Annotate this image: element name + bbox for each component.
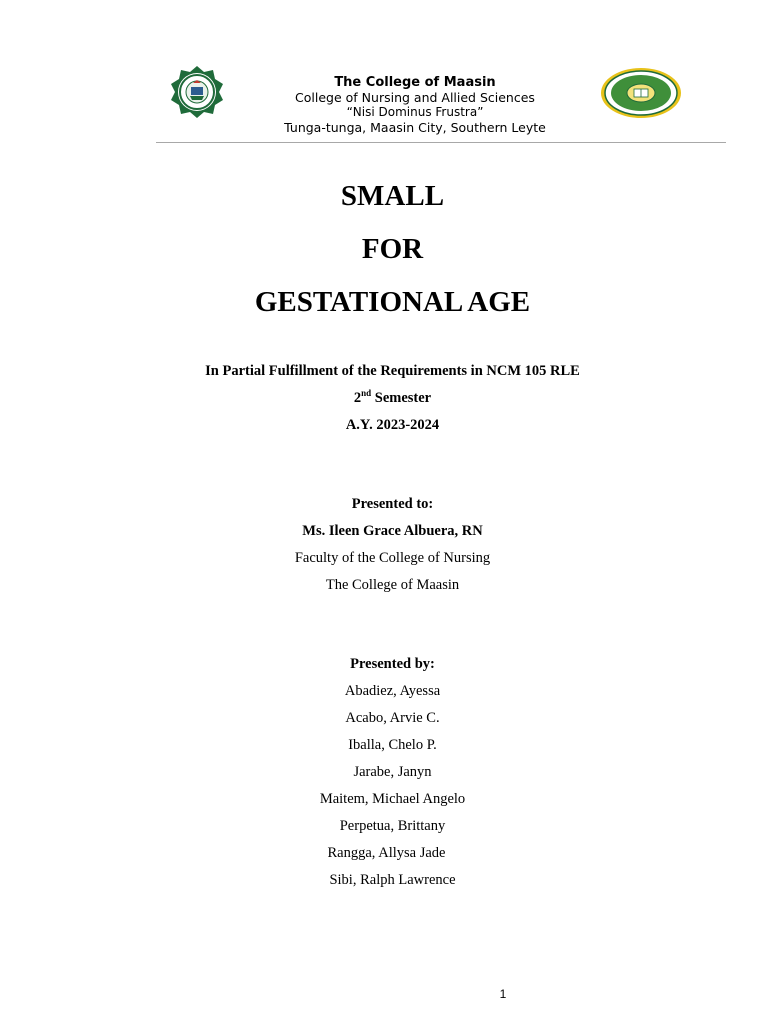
- header-divider: [156, 142, 726, 143]
- presented-to-heading: Presented to:: [351, 496, 434, 512]
- member-name: Sibi, Ralph Lawrence: [329, 872, 456, 888]
- member-name: Rangga, Allysa Jade: [327, 845, 446, 861]
- semester-word: Semester: [371, 390, 432, 406]
- college-of-nursing-seal-icon: [155, 64, 239, 120]
- department-name: College of Nursing and Allied Sciences: [295, 90, 535, 105]
- college-motto: “Nisi Dominus Frustra”: [346, 105, 484, 119]
- member-name: Maitem, Michael Angelo: [319, 791, 466, 807]
- semester-line: [0, 385, 768, 412]
- instructor-institution: The College of Maasin: [325, 577, 460, 593]
- member-name: Abadiez, Ayessa: [344, 683, 441, 699]
- college-name: The College of Maasin: [334, 75, 496, 90]
- title-line-3: GESTATIONAL AGE: [254, 286, 531, 318]
- member-name: Perpetua, Brittany: [339, 818, 446, 834]
- fulfillment-statement: In Partial Fulfillment of the Requirements in NCM 105 RLE: [205, 363, 580, 379]
- instructor-position: Faculty of the College of Nursing: [294, 550, 491, 566]
- letterhead: [155, 64, 727, 135]
- member-name: Acabo, Arvie C.: [345, 710, 440, 726]
- college-info: [247, 75, 583, 135]
- member-name: Iballa, Chelo P.: [348, 737, 437, 753]
- member-name: Jarabe, Janyn: [353, 764, 432, 780]
- academic-year: A.Y. 2023-2024: [345, 417, 440, 433]
- semester-number: 2: [353, 390, 362, 406]
- requirements-block: [0, 358, 768, 439]
- college-of-maasin-seal-icon: [599, 66, 683, 120]
- page-number: 1: [499, 987, 507, 1001]
- title-line-1: SMALL: [340, 180, 445, 212]
- presented-to-block: [0, 491, 768, 599]
- presented-by-block: [0, 651, 768, 894]
- semester-suffix: nd: [361, 388, 372, 398]
- instructor-name: Ms. Ileen Grace Albuera, RN: [302, 523, 483, 539]
- title-line-2: FOR: [361, 233, 424, 265]
- document-title: [0, 176, 768, 335]
- college-address: Tunga-tunga, Maasin City, Southern Leyte: [284, 120, 546, 135]
- presented-by-heading: Presented by:: [350, 656, 435, 672]
